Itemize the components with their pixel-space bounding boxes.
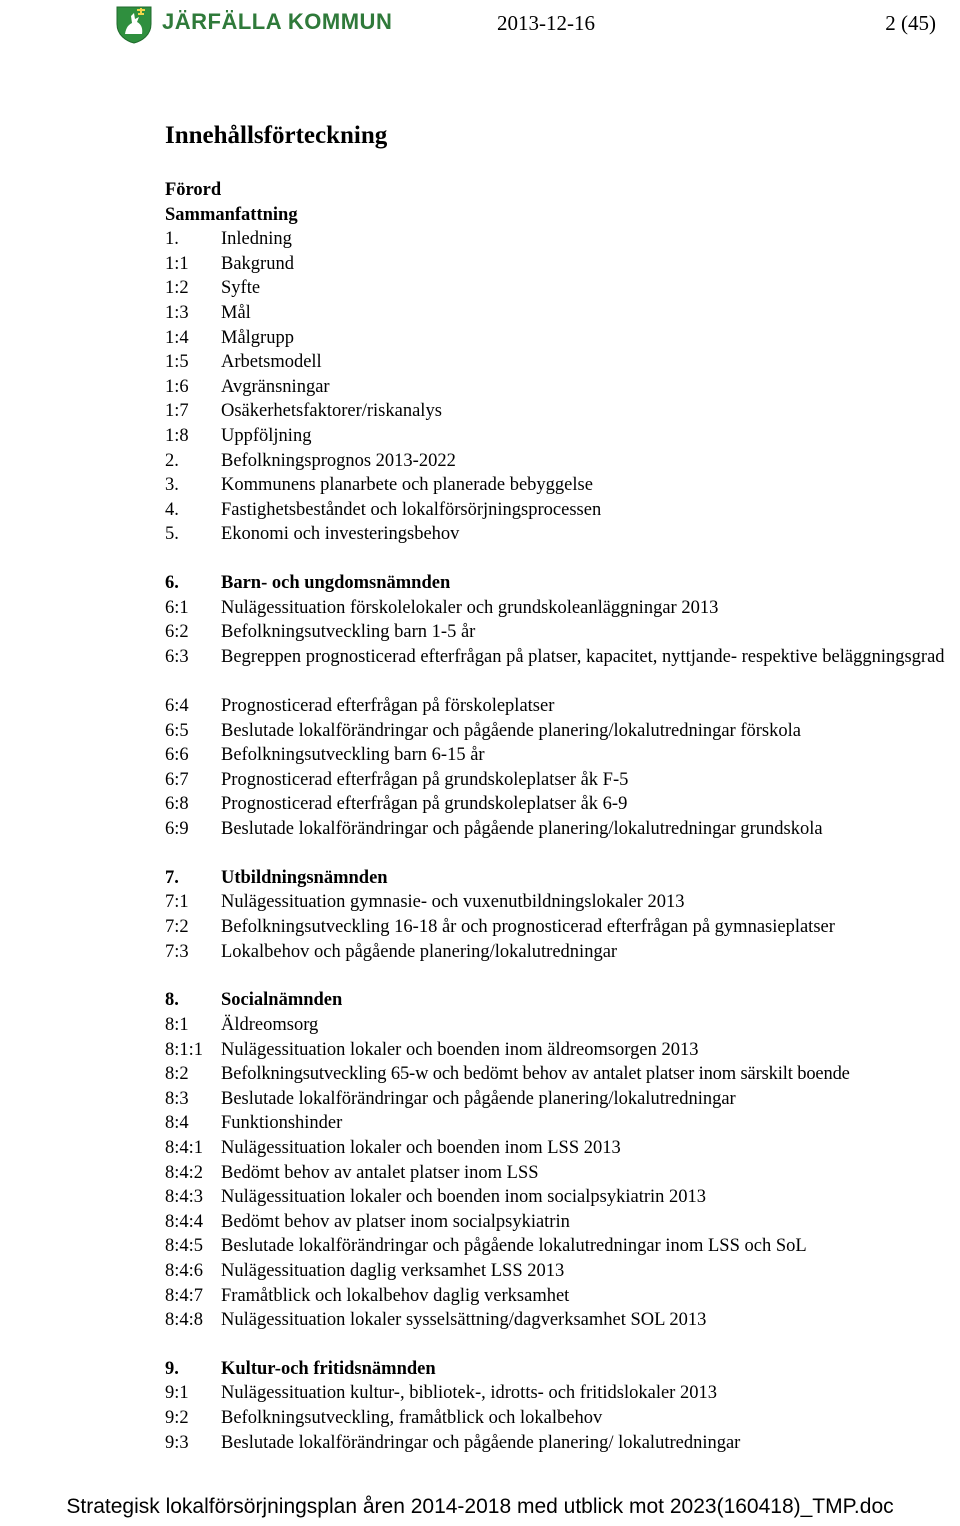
- toc-entry: [165, 326, 960, 351]
- toc-entry-title: Socialnämnden: [221, 990, 343, 1011]
- toc-entry-title: Förord: [165, 180, 222, 200]
- toc-entry-title: Framåtblick och lokalbehov daglig verksamhet: [221, 1285, 570, 1306]
- toc-entry: [165, 1136, 960, 1161]
- toc-entry-title: Befolkningsutveckling barn 6-15 år: [221, 745, 485, 766]
- toc-entry-number: 9.: [165, 1358, 179, 1379]
- toc-entry: [165, 1062, 960, 1087]
- toc-entry: [165, 424, 960, 449]
- toc-entry-title: Avgränsningar: [221, 376, 330, 397]
- toc-entry: [165, 203, 960, 228]
- toc-entry-title: Inledning: [221, 229, 292, 250]
- toc-entry: [165, 768, 960, 793]
- toc-entry: [165, 276, 960, 301]
- toc-entry-number: 1:7: [165, 401, 189, 422]
- toc-entry-number: 8:4:3: [165, 1187, 204, 1208]
- toc-entry: [165, 620, 960, 645]
- toc-entry-number: 8:2: [165, 1064, 189, 1085]
- toc-entry: [165, 1087, 960, 1112]
- toc-entry-title: Prognosticerad efterfrågan på grundskoleplatser åk F-5: [221, 769, 629, 790]
- toc-entry-title: Beslutade lokalförändringar och pågående lokalutredningar inom LSS och SoL: [221, 1236, 807, 1257]
- toc-entry-title: Kultur-och fritidsnämnden: [221, 1358, 436, 1379]
- toc-entry: [165, 1284, 960, 1309]
- toc-entry-number: 8:4:2: [165, 1162, 204, 1183]
- toc-entry-number: 7.: [165, 867, 179, 888]
- toc-entry-number: 1.: [165, 229, 179, 250]
- toc-entry-number: 8:1: [165, 1014, 189, 1035]
- toc-entry-number: 6.: [165, 573, 179, 594]
- toc-entry-number: 6:1: [165, 597, 189, 618]
- toc-entry-number: 6:8: [165, 794, 189, 815]
- toc-entry-number: 6:6: [165, 745, 189, 766]
- toc-entry: [165, 252, 960, 277]
- toc-entry-title: Befolkningsutveckling barn 1-5 år: [221, 622, 476, 643]
- toc-entry-number: 9:2: [165, 1408, 189, 1429]
- toc-entry-title: Fastighetsbeståndet och lokalförsörjningsprocessen: [221, 499, 602, 520]
- toc-entry-title: Befolkningsutveckling 16-18 år och prognosticerad efterfrågan på gymnasieplatser: [221, 917, 835, 937]
- toc-entry: [165, 719, 960, 744]
- toc-entry-number: 6:5: [165, 720, 189, 741]
- toc-entry-title: Målgrupp: [221, 327, 294, 348]
- table-of-contents: [165, 178, 960, 1455]
- toc-entry: [165, 498, 960, 523]
- toc-entry: [165, 571, 960, 596]
- toc-entry-title: Nulägessituation lokaler och boenden inom äldreomsorgen 2013: [221, 1039, 699, 1060]
- toc-entry-title: Bakgrund: [221, 253, 294, 274]
- toc-entry-number: 5.: [165, 524, 179, 545]
- toc-entry-title: Befolkningsutveckling 65-w och bedömt behov av antalet platser inom särskilt boende: [221, 1064, 850, 1085]
- toc-entry-title: Arbetsmodell: [221, 352, 322, 373]
- toc-entry-number: 8:4:1: [165, 1137, 204, 1158]
- toc-entry: [165, 743, 960, 768]
- toc-entry: [165, 1259, 960, 1284]
- toc-entry-number: 8:4:4: [165, 1211, 204, 1232]
- toc-entry: [165, 890, 960, 915]
- toc-entry: [165, 1210, 960, 1235]
- toc-entry-number: 9:3: [165, 1432, 189, 1453]
- toc-entry-number: 8:4:5: [165, 1236, 204, 1257]
- toc-entry-title: Bedömt behov av antalet platser inom LSS: [221, 1162, 539, 1183]
- toc-entry-number: 1:5: [165, 352, 189, 373]
- toc-entry-title: Sammanfattning: [165, 204, 298, 225]
- toc-entry-title: Ekonomi och investeringsbehov: [221, 524, 460, 545]
- toc-entry-title: Begreppen prognosticerad efterfrågan på platser, kapacitet, nyttjande- respektive beläggningsgrad: [221, 646, 945, 667]
- toc-entry-title: Mål: [221, 302, 251, 323]
- toc-entry-title: Nulägessituation lokaler och boenden inom socialpsykiatrin 2013: [221, 1187, 707, 1208]
- toc-entry-title: Beslutade lokalförändringar och pågående planering/lokalutredningar grundskola: [221, 819, 823, 840]
- document-date: 2013-12-16: [497, 11, 595, 35]
- toc-entry-number: 7:3: [165, 941, 189, 962]
- toc-entry: [165, 694, 960, 719]
- page-number: 2 (45): [885, 11, 936, 35]
- toc-entry-title: Beslutade lokalförändringar och pågående planering/lokalutredningar förskola: [221, 720, 801, 741]
- toc-entry-title: Nulägessituation kultur-, bibliotek-, idrotts- och fritidslokaler 2013: [221, 1383, 717, 1404]
- page-header: [0, 0, 960, 52]
- toc-entry-number: 8:4: [165, 1113, 189, 1134]
- toc-entry-number: 2.: [165, 450, 179, 471]
- municipality-name: JÄRFÄLLA KOMMUN: [162, 9, 393, 34]
- toc-entry-number: 1:2: [165, 278, 189, 299]
- toc-entry-title: Nulägessituation förskolelokaler och grundskoleanläggningar 2013: [221, 597, 719, 618]
- toc-entry-number: 8.: [165, 990, 179, 1011]
- toc-entry: [165, 227, 960, 252]
- toc-entry: [165, 473, 960, 498]
- toc-entry-number: 1:3: [165, 302, 189, 323]
- toc-entry: [165, 645, 960, 694]
- toc-entry-title: Beslutade lokalförändringar och pågående planering/lokalutredningar: [221, 1088, 736, 1109]
- toc-entry-title: Beslutade lokalförändringar och pågående planering/ lokalutredningar: [221, 1432, 741, 1453]
- toc-entry: [165, 1111, 960, 1136]
- toc-entry-number: 7:2: [165, 917, 189, 937]
- toc-entry: [165, 1406, 960, 1431]
- page-title: Innehållsförteckning: [165, 122, 388, 149]
- toc-entry: [165, 301, 960, 326]
- toc-entry: [165, 522, 960, 547]
- toc-entry-title: Kommunens planarbete och planerade bebyggelse: [221, 475, 593, 496]
- toc-entry-number: 8:4:7: [165, 1285, 204, 1306]
- toc-entry-number: 6:4: [165, 696, 189, 717]
- toc-entry: [165, 350, 960, 375]
- toc-entry-title: Bedömt behov av platser inom socialpsykiatrin: [221, 1211, 570, 1232]
- toc-entry-number: 7:1: [165, 892, 189, 913]
- toc-entry-number: 6:9: [165, 819, 189, 840]
- toc-entry-number: 6:2: [165, 622, 189, 643]
- toc-entry-title: Befolkningsprognos 2013-2022: [221, 450, 456, 471]
- toc-entry-number: 6:7: [165, 769, 189, 790]
- toc-entry-title: Funktionshinder: [221, 1113, 343, 1134]
- toc-entry: [165, 1013, 960, 1038]
- toc-entry-title: Syfte: [221, 278, 261, 299]
- toc-entry-title: Nulägessituation lokaler och boenden inom LSS 2013: [221, 1137, 621, 1158]
- toc-entry: [165, 1357, 960, 1382]
- toc-entry-title: Prognosticerad efterfrågan på förskoleplatser: [221, 696, 555, 717]
- toc-entry: [165, 1161, 960, 1186]
- toc-entry-title: Befolkningsutveckling, framåtblick och lokalbehov: [221, 1408, 603, 1429]
- toc-entry-number: 3.: [165, 475, 179, 496]
- toc-entry-number: 9:1: [165, 1383, 189, 1404]
- toc-entry-number: 8:4:8: [165, 1310, 204, 1331]
- toc-entry-number: 8:3: [165, 1088, 189, 1109]
- toc-entry-title: Äldreomsorg: [221, 1014, 319, 1035]
- toc-entry: [165, 792, 960, 817]
- document-footer: Strategisk lokalförsörjningsplan åren 2014-2018 med utblick mot 2023(160418)_TMP.doc: [66, 1495, 894, 1518]
- toc-entry-number: 1:1: [165, 253, 189, 274]
- toc-entry: [165, 915, 960, 940]
- toc-entry-number: 1:4: [165, 327, 189, 348]
- toc-entry: [165, 1185, 960, 1210]
- toc-entry: [165, 1431, 960, 1456]
- toc-entry-number: 1:8: [165, 425, 189, 446]
- toc-entry: [165, 940, 960, 965]
- toc-entry: [165, 1038, 960, 1063]
- toc-entry: [165, 817, 960, 842]
- toc-entry: [165, 375, 960, 400]
- toc-entry-number: 8:4:6: [165, 1260, 204, 1281]
- toc-entry: [165, 449, 960, 474]
- toc-entry-title: Nulägessituation gymnasie- och vuxenutbildningslokaler 2013: [221, 892, 685, 913]
- toc-entry: [165, 1308, 960, 1333]
- toc-entry: [165, 1234, 960, 1259]
- toc-entry-number: 4.: [165, 499, 179, 520]
- toc-entry: [165, 866, 960, 891]
- toc-entry: [165, 178, 960, 203]
- toc-entry-title: Nulägessituation daglig verksamhet LSS 2013: [221, 1260, 565, 1281]
- toc-entry-title: Barn- och ungdomsnämnden: [221, 573, 451, 594]
- jarfalla-coat-of-arms-icon: [114, 4, 154, 44]
- toc-entry-title: Nulägessituation lokaler sysselsättning/dagverksamhet SOL 2013: [221, 1310, 707, 1331]
- toc-entry-title: Osäkerhetsfaktorer/riskanalys: [221, 401, 442, 422]
- toc-entry: [165, 596, 960, 621]
- toc-entry-number: 6:3: [165, 646, 189, 667]
- toc-entry-number: 1:6: [165, 376, 189, 397]
- toc-entry: [165, 399, 960, 424]
- toc-entry-title: Prognosticerad efterfrågan på grundskoleplatser åk 6-9: [221, 794, 628, 815]
- toc-entry: [165, 1381, 960, 1406]
- toc-entry: [165, 988, 960, 1013]
- toc-entry-title: Uppföljning: [221, 425, 312, 446]
- toc-entry-number: 8:1:1: [165, 1039, 204, 1060]
- toc-entry-title: Lokalbehov och pågående planering/lokalutredningar: [221, 941, 618, 962]
- toc-entry-title: Utbildningsnämnden: [221, 867, 388, 888]
